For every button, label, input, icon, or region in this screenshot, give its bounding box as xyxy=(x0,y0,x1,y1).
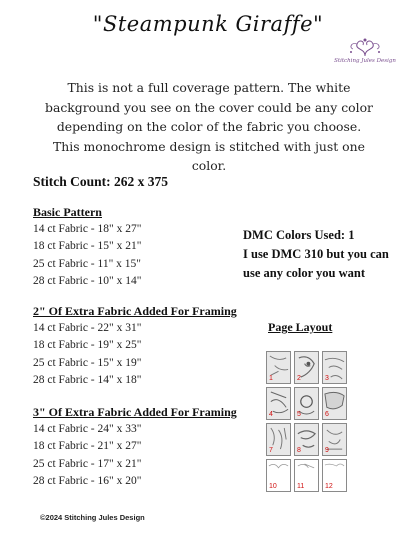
page-number-label: 12 xyxy=(325,483,333,490)
page-number-label: 4 xyxy=(269,411,273,418)
fabric-size-row: 28 ct Fabric - 16" x 20" xyxy=(33,474,142,487)
extra-2in-section xyxy=(33,303,237,389)
layout-page-thumb xyxy=(294,387,319,420)
page-number-label: 9 xyxy=(325,447,329,454)
layout-page-thumb xyxy=(266,459,291,492)
dmc-colors-note-2: use any color you want xyxy=(243,266,366,280)
layout-page-thumb xyxy=(266,387,291,420)
page-number-label: 8 xyxy=(297,447,301,454)
layout-page-thumb xyxy=(294,423,319,456)
stitch-count: Stitch Count: 262 x 375 xyxy=(33,174,169,189)
swirl-flourish-icon xyxy=(345,36,385,58)
page-layout-title: Page Layout xyxy=(268,320,333,334)
fabric-size-row: 18 ct Fabric - 15" x 21" xyxy=(33,240,142,253)
intro-paragraph: This is not a full coverage pattern. The white background you see on the cover could be any color depending on the color of the fabric you choose. This monochrome design is stitched with just one color. xyxy=(45,80,373,173)
fabric-size-row: 14 ct Fabric - 24" x 33" xyxy=(33,423,142,435)
logo-text: Stitching Jules Design xyxy=(334,58,396,64)
page-number-label: 3 xyxy=(325,375,329,382)
page-number-label: 11 xyxy=(297,483,305,490)
fabric-size-row: 25 ct Fabric - 15" x 19" xyxy=(33,356,142,369)
pattern-title: "Steampunk Giraffe" xyxy=(92,12,324,36)
layout-page-thumb xyxy=(322,387,347,420)
layout-page-thumb xyxy=(266,423,291,456)
layout-page-thumb xyxy=(322,459,347,492)
extra-2in-heading: 2" Of Extra Fabric Added For Framing xyxy=(33,304,237,318)
dmc-colors-info xyxy=(243,226,389,283)
basic-pattern-section xyxy=(33,204,141,290)
page-layout-grid xyxy=(266,351,350,492)
fabric-size-row: 14 ct Fabric - 22" x 31" xyxy=(33,322,142,334)
layout-page-thumb xyxy=(294,351,319,384)
fabric-size-row: 18 ct Fabric - 21" x 27" xyxy=(33,440,142,453)
layout-page-thumb xyxy=(294,459,319,492)
page-number-label: 1 xyxy=(269,375,273,382)
brand-logo xyxy=(333,36,397,76)
layout-page-thumb xyxy=(266,351,291,384)
fabric-size-row: 25 ct Fabric - 11" x 15" xyxy=(33,257,141,270)
basic-pattern-heading: Basic Pattern xyxy=(33,205,102,219)
extra-3in-heading: 3" Of Extra Fabric Added For Framing xyxy=(33,405,237,419)
layout-page-thumb xyxy=(322,423,347,456)
fabric-size-row: 28 ct Fabric - 14" x 18" xyxy=(33,373,142,386)
fabric-size-row: 25 ct Fabric - 17" x 21" xyxy=(33,457,142,470)
page-number-label: 6 xyxy=(325,411,329,418)
page-number-label: 2 xyxy=(297,375,301,382)
fabric-size-row: 14 ct Fabric - 18" x 27" xyxy=(33,223,142,235)
layout-page-thumb xyxy=(322,351,347,384)
copyright-footer: ©2024 Stitching Jules Design xyxy=(40,513,145,522)
dmc-colors-note-1: I use DMC 310 but you can xyxy=(243,247,389,261)
page-number-label: 5 xyxy=(297,411,301,418)
dmc-colors-count: DMC Colors Used: 1 xyxy=(243,228,355,242)
fabric-size-row: 28 ct Fabric - 10" x 14" xyxy=(33,274,142,287)
extra-3in-section xyxy=(33,404,237,490)
page-number-label: 10 xyxy=(269,483,277,490)
fabric-size-row: 18 ct Fabric - 19" x 25" xyxy=(33,339,142,352)
page-number-label: 7 xyxy=(269,447,273,454)
